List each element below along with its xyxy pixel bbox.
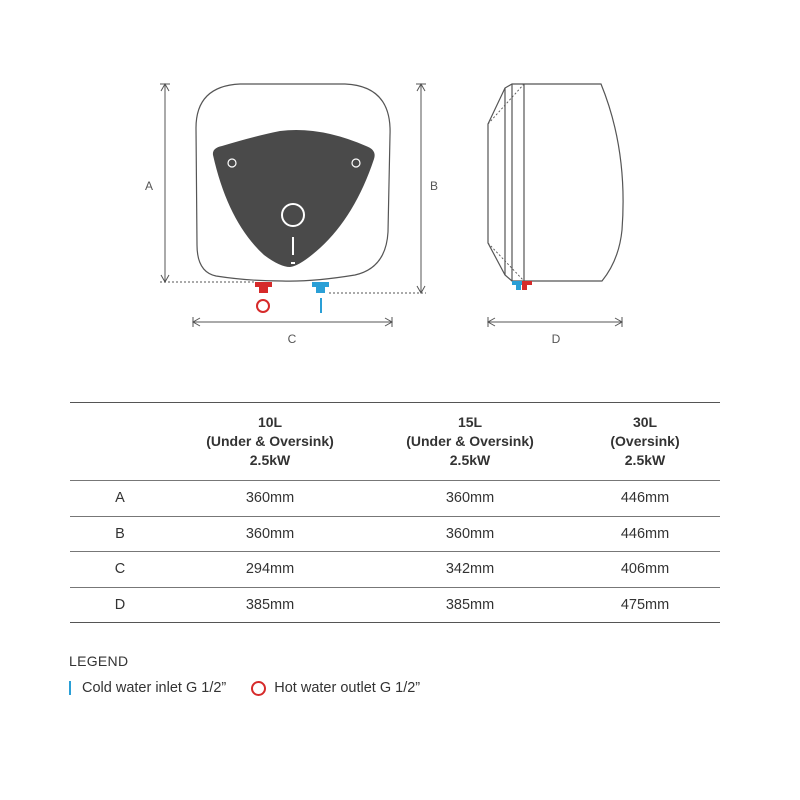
table-cell: 360mm — [170, 516, 370, 552]
hot-outlet-symbol-icon — [257, 300, 269, 312]
header-10l — [170, 403, 370, 481]
header-10l-power: 2.5kW — [249, 452, 291, 468]
table-cell: 406mm — [570, 552, 720, 588]
dimension-d — [488, 317, 622, 327]
header-15l-power: 2.5kW — [449, 452, 491, 468]
header-15l-capacity: 15L — [457, 414, 483, 430]
header-10l-type: (Under & Oversink) — [206, 433, 334, 449]
header-30l — [570, 403, 720, 481]
row-label: D — [70, 587, 170, 623]
dimension-c-label: C — [287, 332, 297, 346]
cold-water-icon — [69, 681, 71, 695]
row-label: A — [70, 481, 170, 517]
table-cell: 475mm — [570, 587, 720, 623]
header-empty-cell — [70, 403, 170, 481]
cold-water-label: Cold water inlet G 1/2” — [82, 680, 227, 696]
table-cell: 342mm — [370, 552, 570, 588]
cold-inlet-pipe — [312, 282, 329, 293]
hot-water-label: Hot water outlet G 1/2” — [274, 680, 421, 696]
table-cell: 360mm — [370, 516, 570, 552]
header-15l-type: (Under & Oversink) — [406, 433, 534, 449]
header-30l-capacity: 30L — [632, 414, 658, 430]
header-10l-capacity: 10L — [257, 414, 283, 430]
legend — [69, 653, 420, 696]
cold-inlet-symbol-icon — [320, 298, 322, 313]
dimension-a-label: A — [144, 179, 154, 193]
indicator-bar — [292, 237, 294, 255]
row-label: C — [70, 552, 170, 588]
hot-water-icon — [251, 681, 266, 696]
table-cell: 385mm — [170, 587, 370, 623]
table-row — [70, 481, 720, 517]
table-header-row — [70, 403, 720, 481]
header-30l-type: (Oversink) — [610, 433, 680, 449]
table-cell: 385mm — [370, 587, 570, 623]
side-body-outline — [488, 84, 623, 281]
water-heater-dimension-diagram — [0, 0, 800, 370]
header-30l-power: 2.5kW — [624, 452, 666, 468]
table-row — [70, 587, 720, 623]
table-cell: 360mm — [370, 481, 570, 517]
table-cell: 294mm — [170, 552, 370, 588]
dimension-c — [193, 317, 392, 327]
legend-title: LEGEND — [69, 653, 129, 669]
table-row — [70, 516, 720, 552]
dimensions-table — [70, 402, 720, 623]
dimension-d-label: D — [551, 332, 561, 346]
hot-outlet-pipe — [255, 282, 272, 293]
dimension-b-label: B — [429, 179, 439, 193]
indicator-dot — [291, 262, 295, 264]
side-view — [488, 84, 623, 281]
row-label: B — [70, 516, 170, 552]
side-pipes — [512, 281, 532, 290]
table-cell: 360mm — [170, 481, 370, 517]
table-cell: 446mm — [570, 516, 720, 552]
table-cell: 446mm — [570, 481, 720, 517]
header-15l — [370, 403, 570, 481]
legend-row — [69, 680, 420, 696]
table-row — [70, 552, 720, 588]
